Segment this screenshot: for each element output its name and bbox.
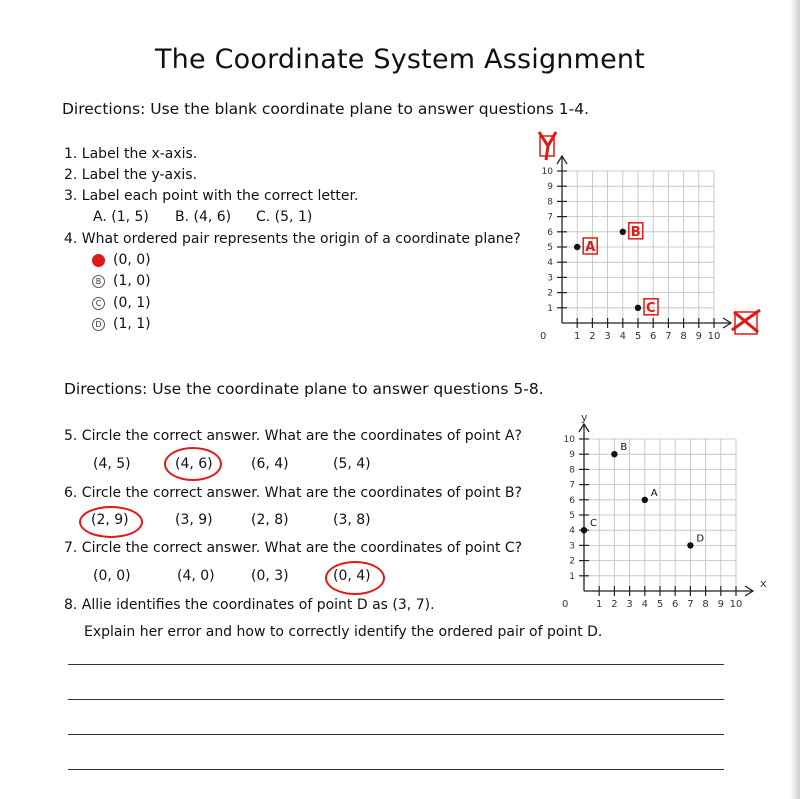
- point-label-b: B: [620, 442, 628, 454]
- q6-option-2[interactable]: (3, 9): [175, 512, 213, 528]
- answer-line-2[interactable]: [68, 699, 724, 700]
- q7-option-3[interactable]: (0, 3): [251, 568, 289, 584]
- y-axis-label: y: [581, 411, 588, 424]
- point-b: [620, 229, 626, 235]
- y-tick-label: 1: [547, 303, 553, 314]
- page-title: The Coordinate System Assignment: [154, 44, 646, 75]
- x-tick-label: 7: [665, 331, 672, 342]
- y-tick-label: 7: [547, 212, 553, 223]
- x-tick-label: 7: [687, 599, 694, 610]
- point-label-c: C: [646, 300, 656, 316]
- point-label-b: B: [630, 224, 641, 240]
- x-tick-label: 6: [672, 599, 679, 610]
- y-tick-label: 10: [563, 435, 575, 445]
- y-tick-label: 3: [569, 541, 575, 552]
- answer-circle-q7: [325, 561, 385, 595]
- answer-line-4[interactable]: [68, 769, 724, 770]
- y-tick-label: 9: [547, 182, 553, 193]
- point-a: [642, 497, 648, 503]
- bubble-icon[interactable]: B: [92, 275, 105, 288]
- y-tick-label: 2: [569, 556, 575, 567]
- point-a: [574, 244, 580, 250]
- q4-option-a-text: (0, 0): [113, 252, 151, 268]
- answer-circle-q5: [164, 447, 222, 481]
- q4-option-b-text: (1, 0): [113, 273, 151, 289]
- q7-option-4[interactable]: (0, 4): [333, 568, 371, 584]
- question-7: 7. Circle the correct answer. What are the coordinates of point C?: [64, 540, 523, 556]
- q5-option-3[interactable]: (6, 4): [251, 456, 289, 472]
- x-tick-label: 10: [707, 331, 721, 342]
- bubble-icon[interactable]: D: [92, 318, 105, 331]
- q3-option-b: B. (4, 6): [175, 209, 232, 225]
- question-3: 3. Label each point with the correct letter.: [64, 188, 359, 204]
- y-tick-label: 10: [541, 167, 553, 177]
- q6-option-1[interactable]: (2, 9): [91, 512, 129, 528]
- selected-bubble-icon[interactable]: A: [92, 254, 105, 267]
- x-tick-label: 4: [641, 599, 648, 610]
- y-tick-label: 1: [569, 571, 575, 582]
- question-8: 8. Allie identifies the coordinates of point D as (3, 7).: [64, 597, 435, 613]
- q3-option-a: A. (1, 5): [93, 209, 149, 225]
- q4-option-a[interactable]: [92, 252, 151, 268]
- y-tick-label: 4: [569, 526, 575, 537]
- question-2: 2. Label the y-axis.: [64, 167, 198, 183]
- x-axis-label: x: [760, 577, 767, 590]
- point-c: [635, 305, 641, 311]
- answer-line-3[interactable]: [68, 734, 724, 735]
- q4-option-d[interactable]: [92, 316, 151, 332]
- x-tick-label: 10: [729, 599, 743, 610]
- x-tick-label: 1: [596, 599, 603, 610]
- question-8-prompt: Explain her error and how to correctly identify the ordered pair of point D.: [84, 624, 603, 640]
- plane1-points: [574, 223, 658, 316]
- q3-option-c: C. (5, 1): [256, 209, 313, 225]
- y-tick-label: 9: [569, 450, 575, 461]
- y-tick-label: 6: [547, 227, 553, 238]
- q4-option-c[interactable]: [92, 295, 151, 311]
- point-c: [581, 527, 587, 533]
- x-tick-label: 6: [650, 331, 657, 342]
- handwritten-x-label: [732, 310, 760, 334]
- question-6: 6. Circle the correct answer. What are the coordinates of point B?: [64, 485, 522, 501]
- x-tick-label: 2: [589, 331, 596, 342]
- q5-option-2[interactable]: (4, 6): [175, 456, 213, 472]
- x-tick-label: 8: [702, 599, 709, 610]
- y-tick-label: 7: [569, 480, 575, 491]
- q7-option-2[interactable]: (4, 0): [177, 568, 215, 584]
- y-tick-label: 4: [547, 258, 553, 269]
- q5-option-1[interactable]: (4, 5): [93, 456, 131, 472]
- point-label-a: A: [650, 487, 658, 499]
- x-tick-label: 4: [619, 331, 626, 342]
- handwritten-y-label: [539, 132, 556, 160]
- y-tick-label: 6: [569, 495, 575, 506]
- point-d: [687, 542, 693, 548]
- page-edge-shadow: [790, 0, 800, 799]
- q7-option-1[interactable]: (0, 0): [93, 568, 131, 584]
- question-4: 4. What ordered pair represents the origin of a coordinate plane?: [64, 231, 521, 247]
- point-label-c: C: [590, 518, 597, 530]
- coordinate-plane-1: [520, 130, 770, 355]
- y-tick-label: 5: [569, 511, 575, 521]
- origin-label: 0: [562, 599, 569, 610]
- question-1: 1. Label the x-axis.: [64, 146, 198, 162]
- q6-option-4[interactable]: (3, 8): [333, 512, 371, 528]
- section1-directions: Directions: Use the blank coordinate plane to answer questions 1-4.: [62, 100, 589, 118]
- x-tick-label: 1: [574, 331, 581, 342]
- q4-option-b[interactable]: [92, 273, 151, 289]
- section2-directions: Directions: Use the coordinate plane to answer questions 5-8.: [64, 380, 544, 398]
- y-tick-label: 8: [569, 465, 575, 476]
- question-5: 5. Circle the correct answer. What are the coordinates of point A?: [64, 428, 522, 444]
- answer-line-1[interactable]: [68, 664, 724, 665]
- x-tick-label: 8: [680, 331, 687, 342]
- coordinate-plane-2: [540, 398, 780, 618]
- x-tick-label: 5: [656, 599, 664, 610]
- point-label-a: A: [585, 240, 596, 255]
- bubble-icon[interactable]: C: [92, 297, 105, 310]
- x-tick-label: 5: [634, 331, 642, 342]
- plane2-grid: [584, 439, 736, 591]
- q6-option-3[interactable]: (2, 8): [251, 512, 289, 528]
- origin-label: 0: [540, 331, 547, 342]
- plane1-tick-labels: [540, 167, 720, 342]
- x-tick-label: 9: [695, 331, 702, 342]
- y-tick-label: 3: [547, 273, 553, 284]
- x-tick-label: 9: [717, 599, 724, 610]
- y-tick-label: 5: [547, 243, 553, 253]
- q4-option-d-text: (1, 1): [113, 316, 151, 332]
- x-tick-label: 3: [604, 331, 611, 342]
- plane2-axes: [579, 424, 753, 596]
- x-tick-label: 3: [626, 599, 633, 610]
- q4-option-c-text: (0, 1): [113, 295, 151, 311]
- x-tick-label: 2: [611, 599, 618, 610]
- y-tick-label: 8: [547, 197, 553, 208]
- point-b: [611, 451, 617, 457]
- y-tick-label: 2: [547, 288, 553, 299]
- answer-circle-q6: [79, 506, 143, 538]
- q5-option-4[interactable]: (5, 4): [333, 456, 371, 472]
- point-label-d: D: [696, 533, 705, 545]
